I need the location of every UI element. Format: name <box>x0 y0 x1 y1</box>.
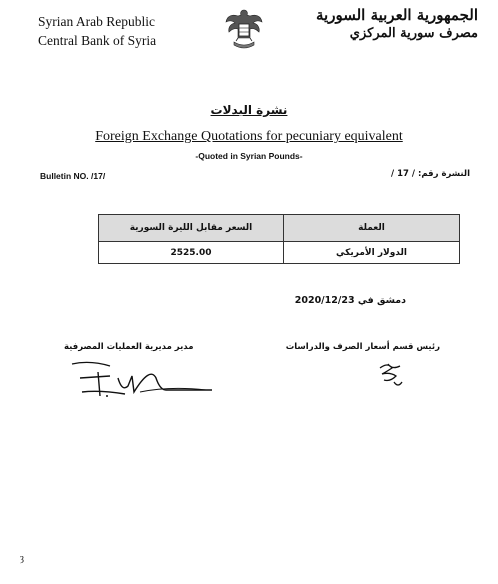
signatory-left-title: مدير مديرية العمليات المصرفية <box>64 342 194 352</box>
signatory-right-title: رئيس قسم أسعار الصرف والدراسات <box>285 342 440 352</box>
subtitle: -Quoted in Syrian Pounds- <box>195 151 303 161</box>
bank-name-en: Central Bank of Syria <box>38 33 157 48</box>
title-english: Foreign Exchange Quotations for pecuniary equivalent <box>95 129 403 144</box>
bulletin-number-ar: النشرة رقم: / 17 / <box>391 169 470 179</box>
bank-name-ar: مصرف سورية المركزي <box>349 26 478 41</box>
table-row <box>99 242 460 264</box>
issue-date: دمشق في 2020/12/23 <box>294 295 406 306</box>
signature-left-icon <box>70 356 220 400</box>
rates-table <box>98 214 460 264</box>
header-currency: العملة <box>284 215 460 242</box>
english-header <box>38 12 156 50</box>
eagle-emblem-icon <box>224 6 264 52</box>
signature-right-icon <box>374 360 408 390</box>
stray-mark: ȝ <box>20 553 24 564</box>
currency-name: الدولار الأمريكي <box>284 242 460 264</box>
title-arabic: نشرة البدلات <box>210 103 288 117</box>
republic-name-en: Syrian Arab Republic <box>38 14 155 29</box>
republic-name-ar: الجمهورية العربية السورية <box>316 6 478 24</box>
arabic-header <box>316 6 478 41</box>
bulletin-number-en: Bulletin NO. /17/ <box>40 171 106 181</box>
header-rate: السعر مقابل الليرة السورية <box>99 215 284 242</box>
table-header-row <box>99 215 460 242</box>
rate-value: 2525.00 <box>99 242 284 264</box>
